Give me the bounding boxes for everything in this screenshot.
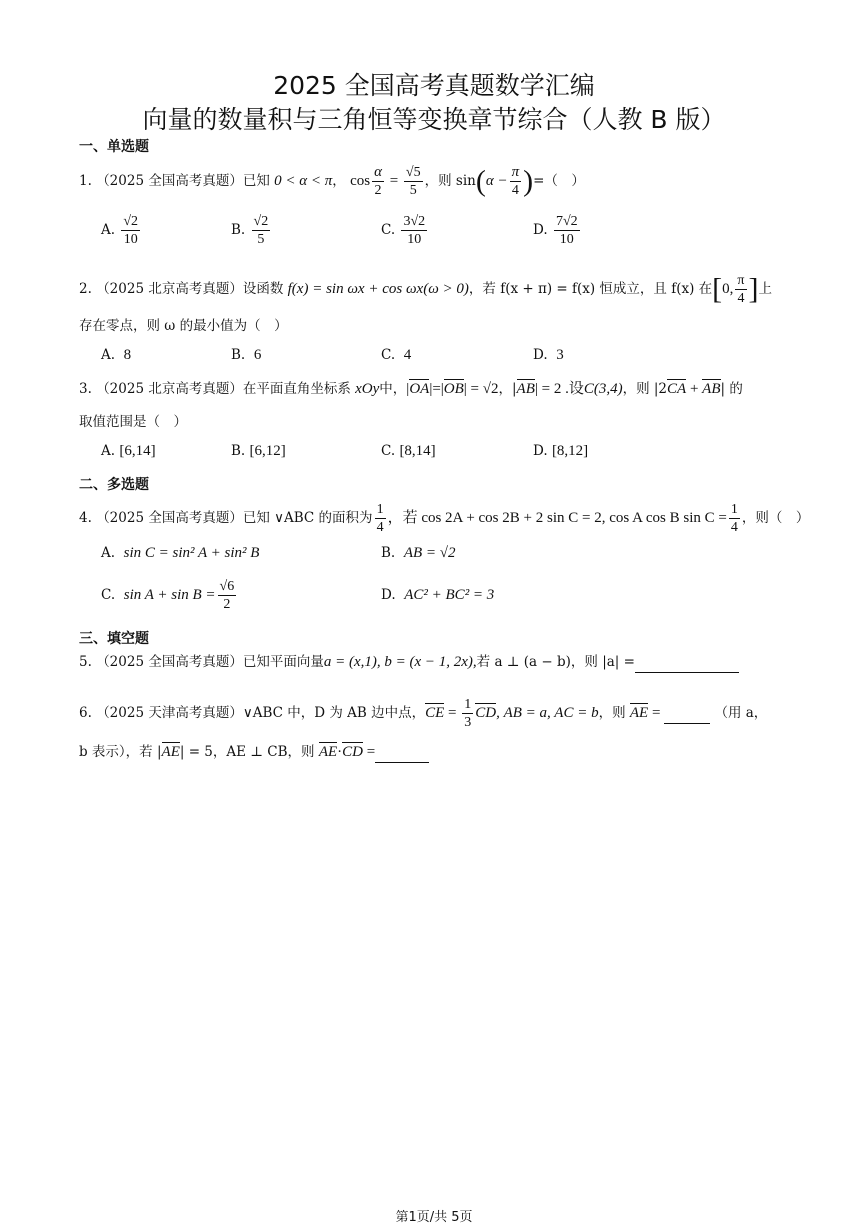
question-number: 1. (79, 173, 92, 189)
question-number: 2. (79, 281, 92, 297)
denominator: 4 (511, 183, 519, 198)
section-heading-single-choice: 一、单选题 (79, 139, 149, 155)
vector-ab: AB (516, 381, 535, 397)
interval-tail: 上 (758, 281, 772, 297)
equals: = (385, 173, 402, 189)
q3-option-c: C. [8,14] (381, 443, 436, 459)
question-source: （2025 全国高考真题）已知 ∨ABC 的面积为 (96, 510, 373, 526)
question-3: 3. （2025 北京高考真题）在平面直角坐标系 xOy中，|OA|=|OB| = √2，|AB| = 2 .设C(3,4)，则 |2CA + AB| 的 (79, 381, 743, 397)
text: ，| (498, 381, 517, 397)
question-2: 2. （2025 北京高考真题）设函数 f(x) = sin ωx + cos ωx(ω > 0)，若 f(x + π) = f(x) 恒成立，且 f(x) 在[0, $\frac{\pi}{4}$ ]上 (79, 272, 772, 306)
section-heading-multi-choice: 二、多选题 (79, 477, 149, 493)
vector-ae: AE (318, 744, 338, 760)
question-number: 3. (79, 381, 92, 397)
vector-oa: OA (409, 381, 430, 397)
condition: ，若 cos 2A + cos 2B + 2 sin C = 2, cos A cos B sin C = (387, 510, 727, 526)
question-3-line2: 取值范围是（ ） (79, 414, 187, 430)
question-1: 1. （2025 全国高考真题）已知 0 < α < π， cos $\frac{\alpha}{2}$ = $\frac{√5}{5}$ ，则 sin(α − $\frac{\pi}{4}$ )=（ ） (79, 164, 585, 198)
condition: ，若 f(x + π) = f(x) 恒成立，且 f(x) 在 (468, 281, 713, 297)
vector-ob: OB (443, 381, 464, 397)
q2-option-a: A. 8 (101, 347, 132, 363)
answer-paren: ，则（ ） (741, 510, 810, 526)
q4-option-a: A. sin C = sin² A + sin² B (101, 545, 260, 561)
vector-defs: , AB = a, AC = b (496, 705, 599, 721)
inner-expr: α − (485, 173, 508, 189)
vector-ab: AB (702, 381, 721, 397)
vector-ae: AE (161, 744, 180, 760)
numerator: π (511, 164, 520, 180)
question-number: 4. (79, 510, 92, 526)
denominator: 4 (376, 520, 384, 535)
vector-ce: CE (425, 705, 445, 721)
interval-left: 0, (722, 281, 734, 297)
q3-option-d: D. [8,12] (533, 443, 589, 459)
vector-defs: a = (x,1), b = (x − 1, 2x), (323, 654, 477, 670)
text: （用 a， (714, 705, 768, 721)
question-source: （2025 天津高考真题）∨ABC 中，D 为 AB 边中点， (96, 705, 426, 721)
vector-cd: CD (475, 705, 497, 721)
q4-option-b: B. AB = √2 (381, 545, 456, 561)
document-title-line1: 2025 全国高考真题数学汇编 (273, 71, 595, 100)
condition: 0 < α < π (274, 173, 333, 189)
equals: = (648, 705, 665, 721)
fraction (510, 164, 522, 199)
vector-ae: AE (629, 705, 649, 721)
equals: = (444, 705, 461, 721)
q1-option-d: D. $\frac{7√2}{10}$ (533, 214, 578, 247)
denominator: 5 (409, 183, 417, 198)
numerator: 1 (464, 697, 472, 712)
q1-option-b: B. $\frac{√2}{5}$ (231, 214, 269, 247)
question-6 (79, 696, 767, 731)
document-title-line2: 向量的数量积与三角恒等变换章节综合（人教 B 版） (142, 105, 726, 134)
page-footer: 第1页/共 5页 (395, 1210, 473, 1225)
question-source: （2025 北京高考真题）设函数 (96, 281, 284, 297)
denominator: 4 (737, 291, 745, 306)
numerator: √5 (405, 165, 421, 180)
vector-ca: CA (667, 381, 687, 397)
function-def: f(x) = sin ωx + cos ωx(ω > 0) (287, 281, 469, 297)
text: 中， (379, 381, 407, 397)
dot: · (337, 744, 343, 760)
text: | 的 (720, 381, 743, 397)
fraction (404, 164, 423, 199)
fraction (372, 164, 384, 199)
answer-blank-2[interactable] (375, 742, 429, 763)
plus: + (686, 381, 703, 397)
equals-root2: | = √2 (463, 381, 499, 397)
condition: 若 a ⊥ (a − b)，则 |a| = (476, 654, 635, 670)
numerator: 1 (730, 502, 738, 517)
q2-option-b: B. 6 (231, 347, 262, 363)
question-source: （2025 全国高考真题）已知 (96, 173, 270, 189)
text: b 表示），若 | (79, 744, 162, 760)
question-2-line2: 存在零点，则 ω 的最小值为（ ） (79, 318, 288, 334)
q4-option-d: D. AC² + BC² = 3 (381, 587, 495, 603)
numerator: π (737, 273, 745, 288)
equals: = (363, 744, 376, 760)
question-6-line2 (79, 742, 429, 763)
answer-paren: =（ ） (533, 173, 585, 189)
cos-label: cos (350, 173, 371, 189)
question-number: 5. (79, 654, 92, 670)
denominator: 4 (730, 520, 738, 535)
question-number: 6. (79, 705, 92, 721)
question-4 (79, 501, 809, 536)
numerator: 1 (376, 502, 384, 517)
q3-option-a: A. [6,14] (101, 443, 156, 459)
q1-option-a: A. $\frac{√2}{10}$ (101, 214, 139, 247)
separator: ， (332, 173, 346, 189)
numerator: α (374, 164, 382, 180)
question-source: （2025 北京高考真题）在平面直角坐标系 (96, 381, 351, 397)
q2-option-d: D. 3 (533, 347, 564, 363)
text: ，则 |2 (622, 381, 668, 397)
denominator: 3 (464, 715, 472, 730)
text: ，则 (598, 705, 626, 721)
answer-blank-1[interactable] (664, 703, 710, 724)
coord-system: xOy (355, 381, 380, 397)
vector-cd: CD (342, 744, 363, 760)
then-text: ，则 sin (424, 173, 476, 189)
text: | = 2 .设 (534, 381, 584, 397)
answer-blank[interactable] (635, 652, 739, 673)
q1-option-c: C. $\frac{3√2}{10}$ (381, 214, 426, 247)
question-5 (79, 652, 739, 673)
section-heading-fill-blank: 三、填空题 (79, 631, 149, 647)
text: | = 5，AE ⊥ CB，则 (179, 744, 315, 760)
denominator: 2 (374, 183, 382, 198)
question-source: （2025 全国高考真题）已知平面向量 (96, 654, 324, 670)
q4-option-c: C. sin A + sin B = $\frac{√6}{2}$ (101, 579, 235, 612)
q2-option-c: C. 4 (381, 347, 412, 363)
point-c: C(3,4) (583, 381, 623, 397)
q3-option-b: B. [6,12] (231, 443, 286, 459)
